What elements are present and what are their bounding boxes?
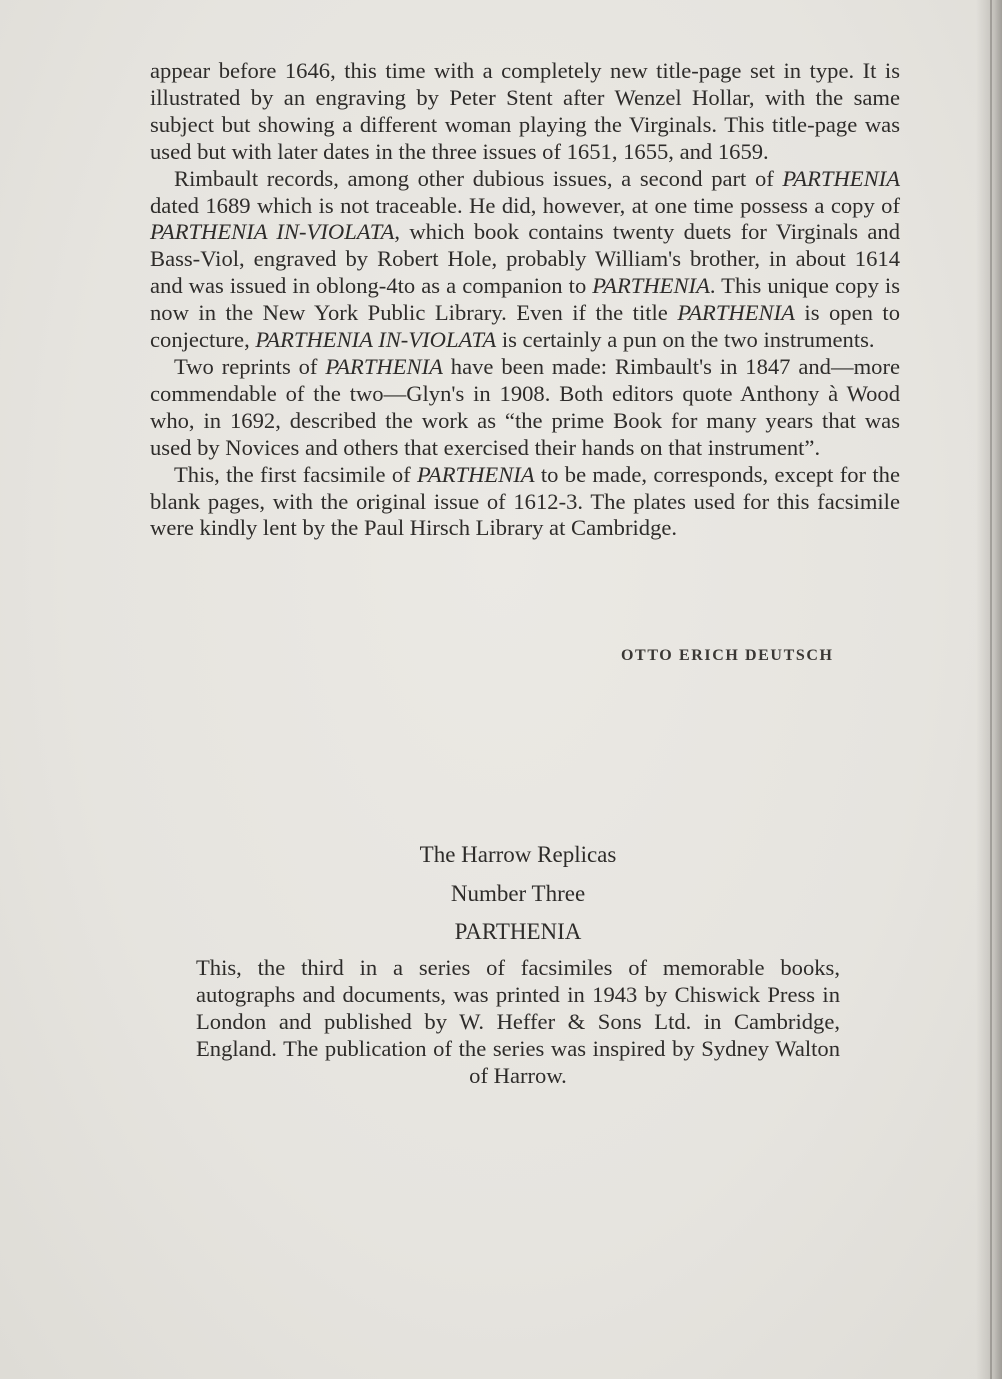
text-run: Rimbault records, among other dubious issues, a second part of	[174, 165, 783, 191]
italic-title: PARTHENIA	[325, 353, 443, 379]
paragraph-p2	[150, 166, 900, 354]
text-run: have been made: Rimbault's in 1847 and—more commendable of the two—Glyn's in 1908. Both editors quote Anthony à Wood who, in 1692, described the work as “the prime Book for many years that was used by Novices and others that exercised their hands on that instrument”.	[150, 353, 901, 460]
italic-title: PARTHENIA IN-VIOLATA	[255, 327, 497, 353]
text-run: , which book contains twenty duets for Virginals and Bass-Viol, engraved by Robert Hole, probably William's brother, in about 1614 and was issued in oblong-4to as a companion to	[150, 219, 900, 299]
italic-title: PARTHENIA	[592, 273, 710, 299]
colophon	[196, 836, 840, 1089]
italic-title: PARTHENIA IN-VIOLATA	[150, 219, 395, 245]
text-run: is certainly a pun on the two instruments.	[496, 327, 875, 353]
italic-title: PARTHENIA	[417, 461, 535, 487]
paragraph-p1	[150, 58, 900, 166]
paragraph-p4	[150, 462, 900, 543]
colophon-text: This, the third in a series of facsimiles of memorable books, autographs and documents, was printed in 1943 by Chiswick Press in London and published by W. Heffer & Sons Ltd. in Cambridge, England. The publication of the series was inspired by Sydney Walton of Harrow.	[196, 954, 840, 1088]
colophon-number: Number Three	[450, 880, 586, 906]
paragraph-p3	[150, 354, 900, 462]
italic-title: PARTHENIA	[677, 300, 795, 326]
text-run: Two reprints of	[174, 353, 326, 379]
colophon-series-title: The Harrow Replicas	[419, 842, 617, 867]
italic-title: PARTHENIA	[782, 165, 900, 191]
body-text	[150, 58, 900, 542]
page-edge-shadow	[976, 0, 1002, 1379]
text-run: dated 1689 which is not traceable. He did, however, at one time possess a copy of	[150, 192, 900, 218]
text-run: appear before 1646, this time with a completely new title-page set in type. It is illustrated by an engraving by Peter Stent after Wenzel Hollar, with the same subject but showing a different woman playing the Virginals. This title-page was used but with later dates in the three issues of 1651, 1655, and 1659.	[150, 58, 900, 164]
author-signature: OTTO ERICH DEUTSCH	[621, 647, 834, 664]
text-run: to be made, corresponds, except for the blank pages, with the original issue of 1612-3. The plates used for this facsimile were kindly lent by the Paul Hirsch Library at Cambridge.	[150, 461, 900, 541]
colophon-book-title: PARTHENIA	[454, 919, 582, 944]
text-run: is open to conjecture,	[150, 300, 900, 353]
text-run: . This unique copy is now in the New York Public Library. Even if the title	[150, 273, 900, 326]
page-edge-line	[990, 0, 992, 1379]
text-run: This, the first facsimile of	[174, 461, 418, 487]
